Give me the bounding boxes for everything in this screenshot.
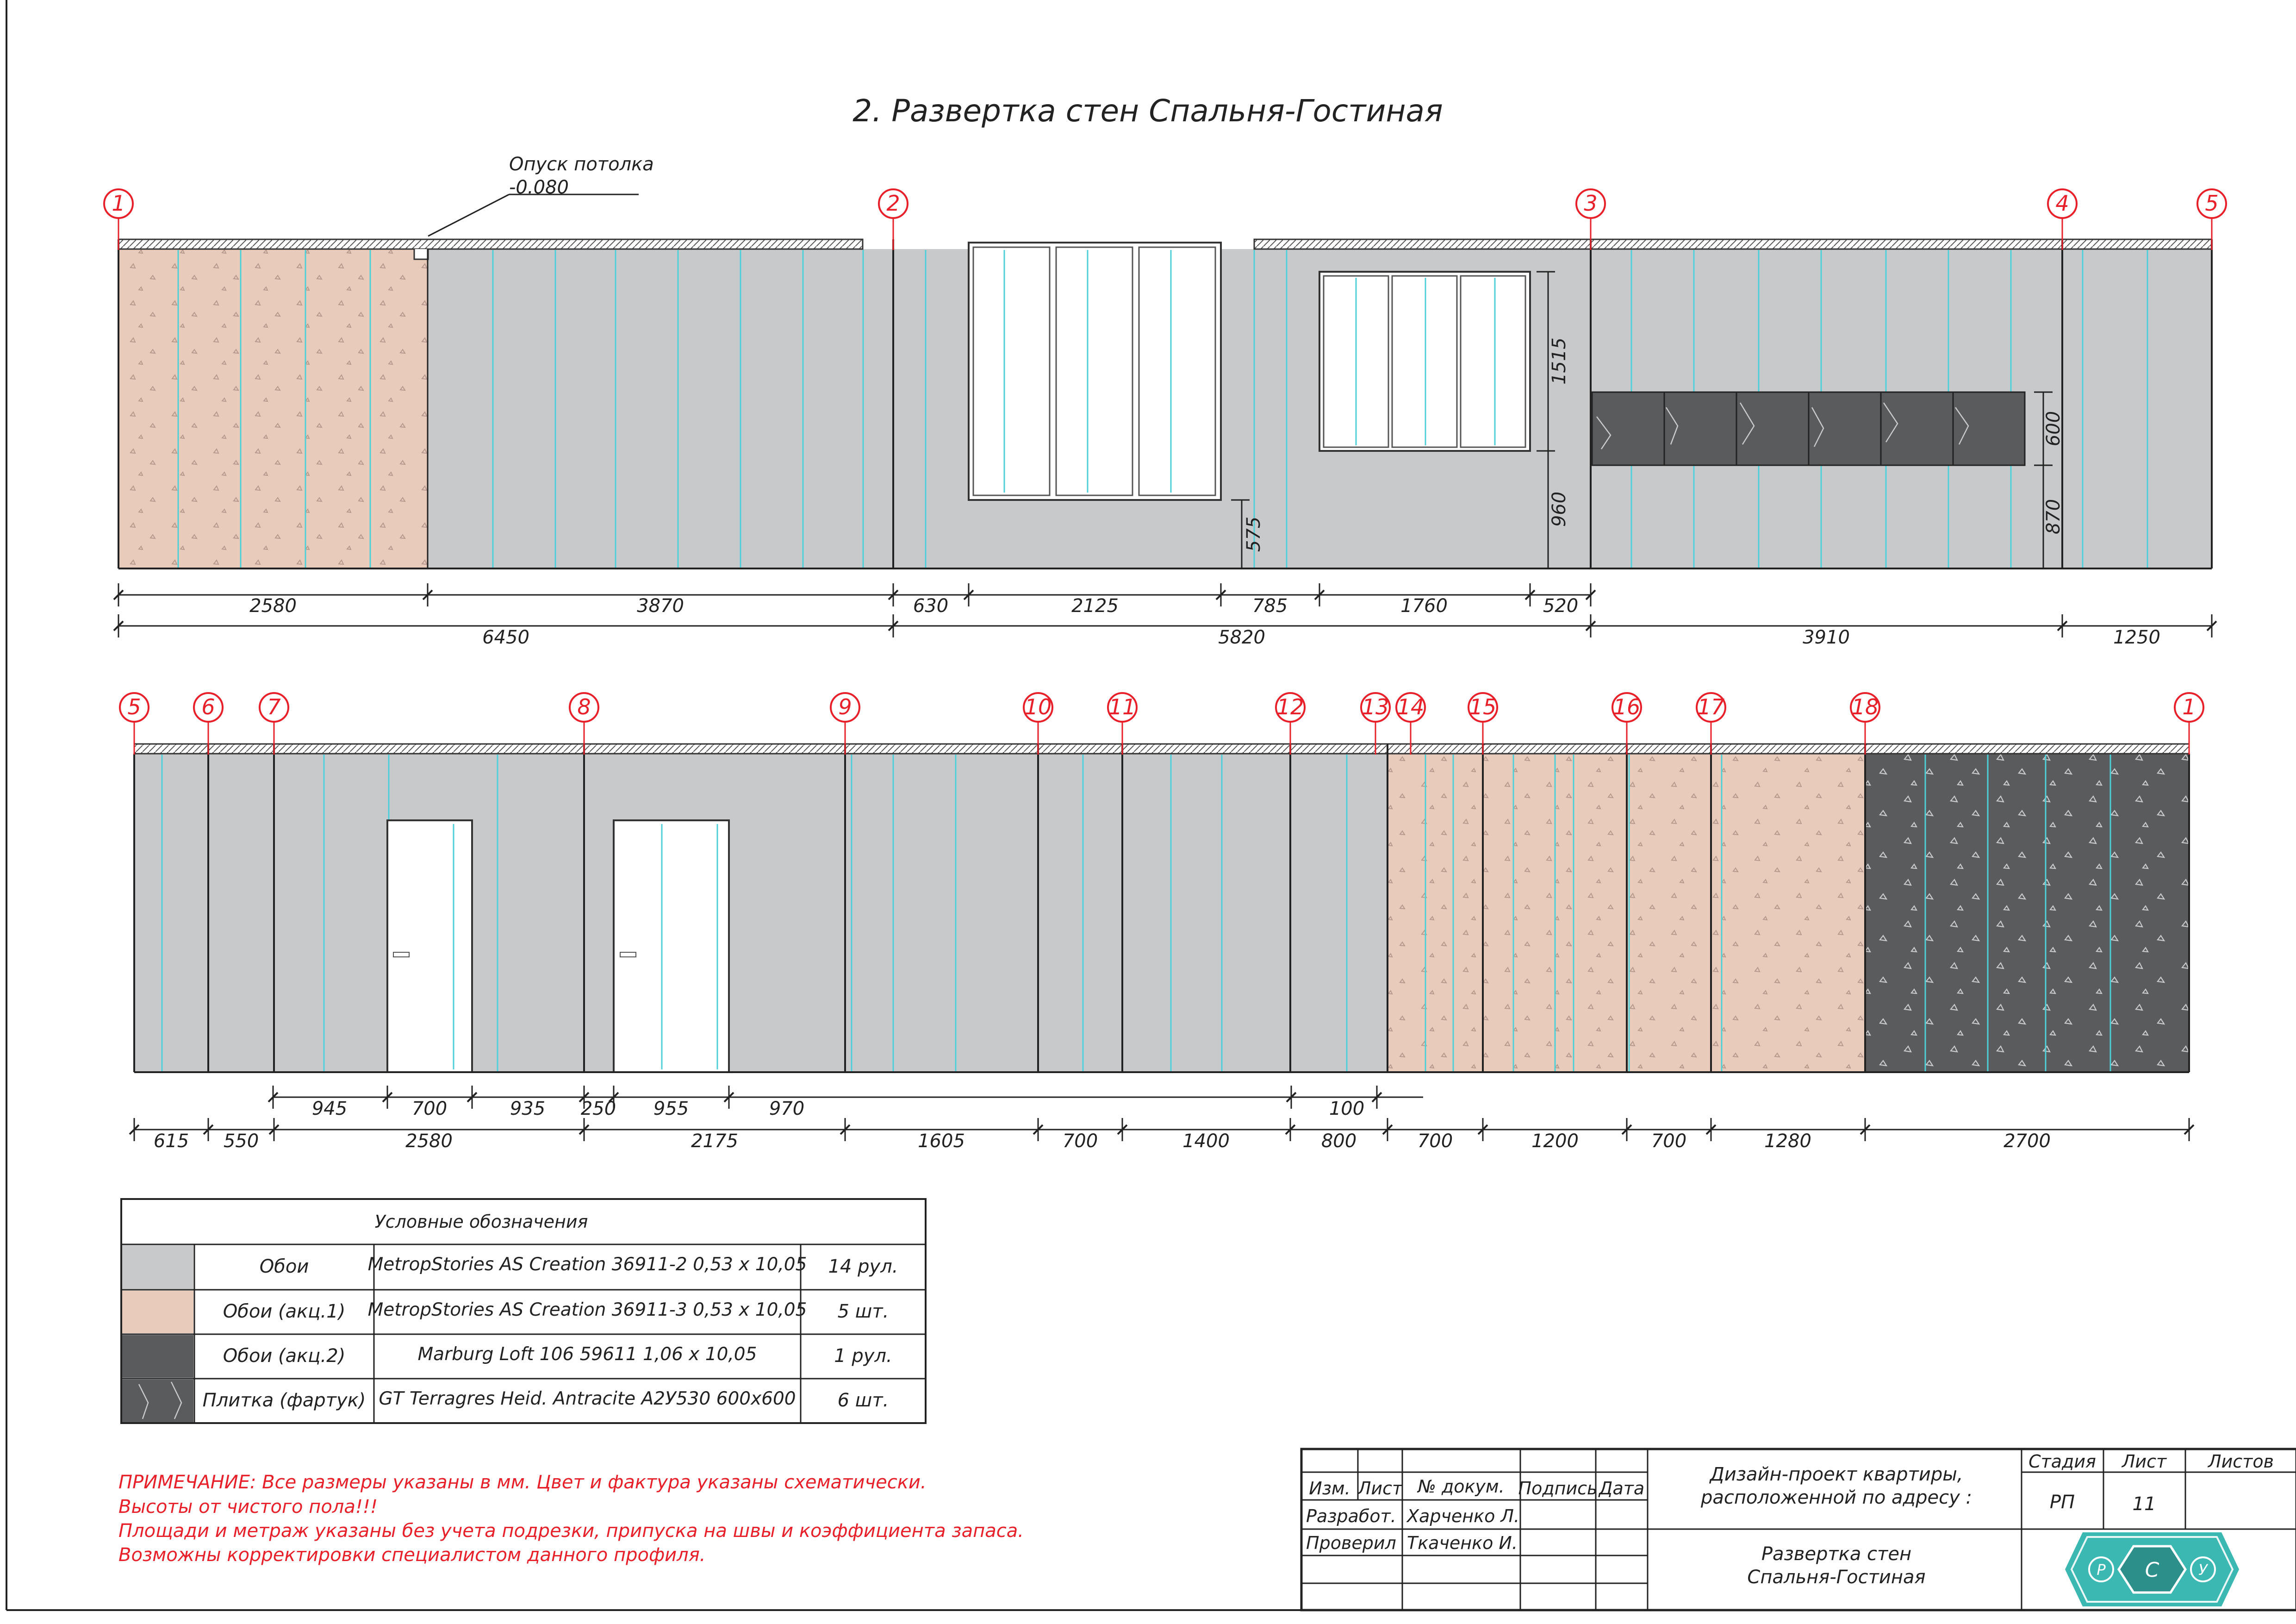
tb-developer: Харченко Л. xyxy=(1407,1506,1520,1526)
tb-stage: РП xyxy=(2049,1492,2075,1513)
logo-letter-3: У xyxy=(2198,1561,2208,1579)
dim-top-785: 785 xyxy=(1252,595,1288,617)
note-line-4: Возможны корректировки специалистом данного профиля. xyxy=(118,1544,706,1566)
dim-bot-250: 250 xyxy=(580,1098,616,1119)
ceiling-hatch-2 xyxy=(1254,239,2212,249)
vdim-600: 600 xyxy=(2043,411,2064,447)
dim-bot-row2-7: 800 xyxy=(1321,1131,1357,1152)
axis-bottom-label-6: 11 xyxy=(1108,694,1136,719)
ceiling-note-line2: -0.080 xyxy=(509,177,569,198)
top-dims-row2 xyxy=(482,627,2160,648)
axis-top-label-1: 2 xyxy=(886,191,900,216)
tb-checked-label: Проверил xyxy=(1306,1533,1396,1553)
legend-name-2: Обои (акц.2) xyxy=(223,1345,346,1367)
axis-bottom-label-10: 15 xyxy=(1469,694,1497,719)
dim-top-5820: 5820 xyxy=(1218,627,1265,648)
legend-qty-3: 6 шт. xyxy=(837,1390,889,1411)
dim-bot-row2-9: 1200 xyxy=(1531,1131,1579,1152)
ceiling-note xyxy=(428,154,654,236)
axis-top-label-4: 5 xyxy=(2205,191,2219,216)
tb-sheet-label: Лист xyxy=(2122,1451,2167,1472)
logo-letter-2: С xyxy=(2145,1558,2159,1582)
axis-bottom-label-9: 14 xyxy=(1397,694,1425,719)
bottom-dims-row1 xyxy=(312,1098,1364,1119)
tb-drawing-line2: Спальня-Гостиная xyxy=(1747,1567,1926,1588)
axis-bottom-label-4: 9 xyxy=(838,694,852,719)
axis-bottom-label-8: 13 xyxy=(1362,694,1389,719)
dim-top-520: 520 xyxy=(1543,595,1579,617)
bottom-elevation xyxy=(134,744,2189,1072)
tb-project-line1: Дизайн-проект квартиры, xyxy=(1710,1464,1963,1485)
window-1 xyxy=(969,243,1221,500)
dim-bot-row2-11: 1280 xyxy=(1764,1131,1811,1152)
tb-stage-label: Стадия xyxy=(2028,1451,2096,1472)
axis-bottom-label-13: 18 xyxy=(1851,694,1879,719)
legend-title: Условные обозначения xyxy=(374,1212,588,1232)
legend-product-0: MetropStories AS Creation 36911-2 0,53 x 10,05 xyxy=(367,1254,807,1275)
note-line-1: ПРИМЕЧАНИЕ: Все размеры указаны в мм. Цвет и фактура указаны схематически. xyxy=(118,1472,927,1493)
axis-top-label-3: 4 xyxy=(2055,191,2069,216)
dim-bot-700a: 700 xyxy=(411,1098,448,1119)
note-line-3: Площади и метраж указаны без учета подрезки, припуска на швы и коэффициента запаса. xyxy=(118,1520,1024,1542)
tb-header-0: Изм. xyxy=(1309,1478,1350,1499)
dim-top-1760: 1760 xyxy=(1400,595,1448,617)
tb-header-1: Лист xyxy=(1357,1478,1403,1499)
dim-bot-row2-4: 1605 xyxy=(918,1131,965,1152)
title-block xyxy=(1301,1449,2296,1610)
legend-swatch-1 xyxy=(122,1291,193,1333)
ceiling-drop-notch xyxy=(414,249,428,259)
dim-bot-row2-8: 700 xyxy=(1417,1131,1453,1152)
legend-name-1: Обои (акц.1) xyxy=(223,1301,346,1322)
dim-bot-955: 955 xyxy=(653,1098,689,1119)
legend-swatch-2 xyxy=(122,1335,193,1378)
notes xyxy=(118,1472,1024,1566)
ceiling-hatch-3 xyxy=(134,744,2189,754)
tb-sheet: 11 xyxy=(2132,1493,2156,1515)
tile-backsplash xyxy=(1592,392,2025,465)
dim-bot-935: 935 xyxy=(510,1098,546,1119)
dim-top-3870: 3870 xyxy=(637,595,684,617)
dim-top-630: 630 xyxy=(913,595,949,617)
dim-top-6450: 6450 xyxy=(482,627,529,648)
axis-bottom-label-7: 12 xyxy=(1276,694,1304,719)
note-line-2: Высоты от чистого пола!!! xyxy=(118,1496,378,1518)
legend-swatch-0 xyxy=(122,1245,193,1289)
dim-top-2125: 2125 xyxy=(1071,595,1119,617)
legend-product-3: GT Terragres Heid. Antracite A2У530 600x600 xyxy=(379,1388,796,1409)
axis-bottom-label-12: 17 xyxy=(1697,694,1725,719)
bottom-dims-row2 xyxy=(154,1131,2051,1152)
legend-swatch-3 xyxy=(122,1380,193,1422)
tb-header-2: № докум. xyxy=(1418,1476,1505,1497)
axis-bottom-label-11: 16 xyxy=(1613,694,1641,719)
dim-bot-945: 945 xyxy=(311,1098,348,1119)
axis-bottom-label-3: 8 xyxy=(577,694,591,719)
legend-name-0: Обои xyxy=(259,1256,309,1277)
door-1 xyxy=(387,820,472,1072)
legend-qty-2: 1 рул. xyxy=(834,1345,892,1367)
dim-bot-row2-6: 1400 xyxy=(1182,1131,1230,1152)
axis-top-label-0: 1 xyxy=(112,191,125,216)
ceiling-hatch-1 xyxy=(118,239,863,249)
dim-bot-100: 100 xyxy=(1329,1098,1365,1119)
dim-bot-row2-5: 700 xyxy=(1062,1131,1098,1152)
tb-sheets-label: Листов xyxy=(2208,1451,2274,1472)
legend-product-2: Marburg Loft 106 59611 1,06 x 10,05 xyxy=(417,1344,757,1365)
axis-bottom-label-2: 7 xyxy=(267,694,281,719)
ceiling-note-line1: Опуск потолка xyxy=(509,154,654,175)
vdim-575: 575 xyxy=(1243,516,1264,552)
drawing-title: 2. Развертка стен Спальня-Гостиная xyxy=(852,93,1443,129)
company-logo xyxy=(2065,1532,2239,1606)
top-dimension-lines xyxy=(114,583,2216,637)
vdim-1515: 1515 xyxy=(1549,337,1570,385)
dim-bot-row2-12: 2700 xyxy=(2004,1131,2051,1152)
axis-top-1 xyxy=(879,189,908,250)
dim-bot-row2-2: 2580 xyxy=(405,1131,453,1152)
dim-bot-row2-10: 700 xyxy=(1651,1131,1687,1152)
axis-top-label-2: 3 xyxy=(1584,191,1598,216)
axis-bottom-label-1: 6 xyxy=(201,694,215,719)
axis-bottom-label-0: 5 xyxy=(127,694,141,719)
dim-bot-row2-1: 550 xyxy=(223,1131,259,1152)
window-2 xyxy=(1319,272,1530,451)
top-dims-row1 xyxy=(249,595,1578,617)
tb-header-3: Подпись xyxy=(1518,1478,1598,1499)
tb-checker: Ткаченко И. xyxy=(1407,1533,1518,1553)
dim-top-3910: 3910 xyxy=(1803,627,1850,648)
dim-bot-970: 970 xyxy=(769,1098,805,1119)
axis-bottom-label-14: 1 xyxy=(2182,694,2196,719)
dim-bot-row2-0: 615 xyxy=(153,1131,189,1152)
legend-name-3: Плитка (фартук) xyxy=(202,1390,366,1411)
axis-bottom-label-5: 10 xyxy=(1024,694,1052,719)
vdim-870: 870 xyxy=(2043,499,2064,535)
logo-letter-1: Р xyxy=(2097,1561,2106,1579)
tb-header-4: Дата xyxy=(1599,1478,1645,1499)
dim-top-1250: 1250 xyxy=(2113,627,2160,648)
door-2 xyxy=(614,820,729,1072)
dim-bot-row2-3: 2175 xyxy=(691,1131,738,1152)
legend-product-1: MetropStories AS Creation 36911-3 0,53 x 10,05 xyxy=(367,1299,807,1320)
legend-qty-0: 14 рул. xyxy=(828,1256,898,1277)
top-elevation xyxy=(118,239,2212,568)
dim-top-2580: 2580 xyxy=(249,595,297,617)
legend-table xyxy=(121,1199,926,1423)
legend-qty-1: 5 шт. xyxy=(837,1301,889,1322)
tb-developed-label: Разработ. xyxy=(1306,1506,1396,1526)
vdim-960: 960 xyxy=(1549,491,1570,527)
tb-drawing-line1: Развертка стен xyxy=(1761,1543,1912,1565)
tb-project-line2: расположенной по адресу : xyxy=(1700,1487,1972,1508)
wall-zone-bottom xyxy=(134,754,1388,1072)
